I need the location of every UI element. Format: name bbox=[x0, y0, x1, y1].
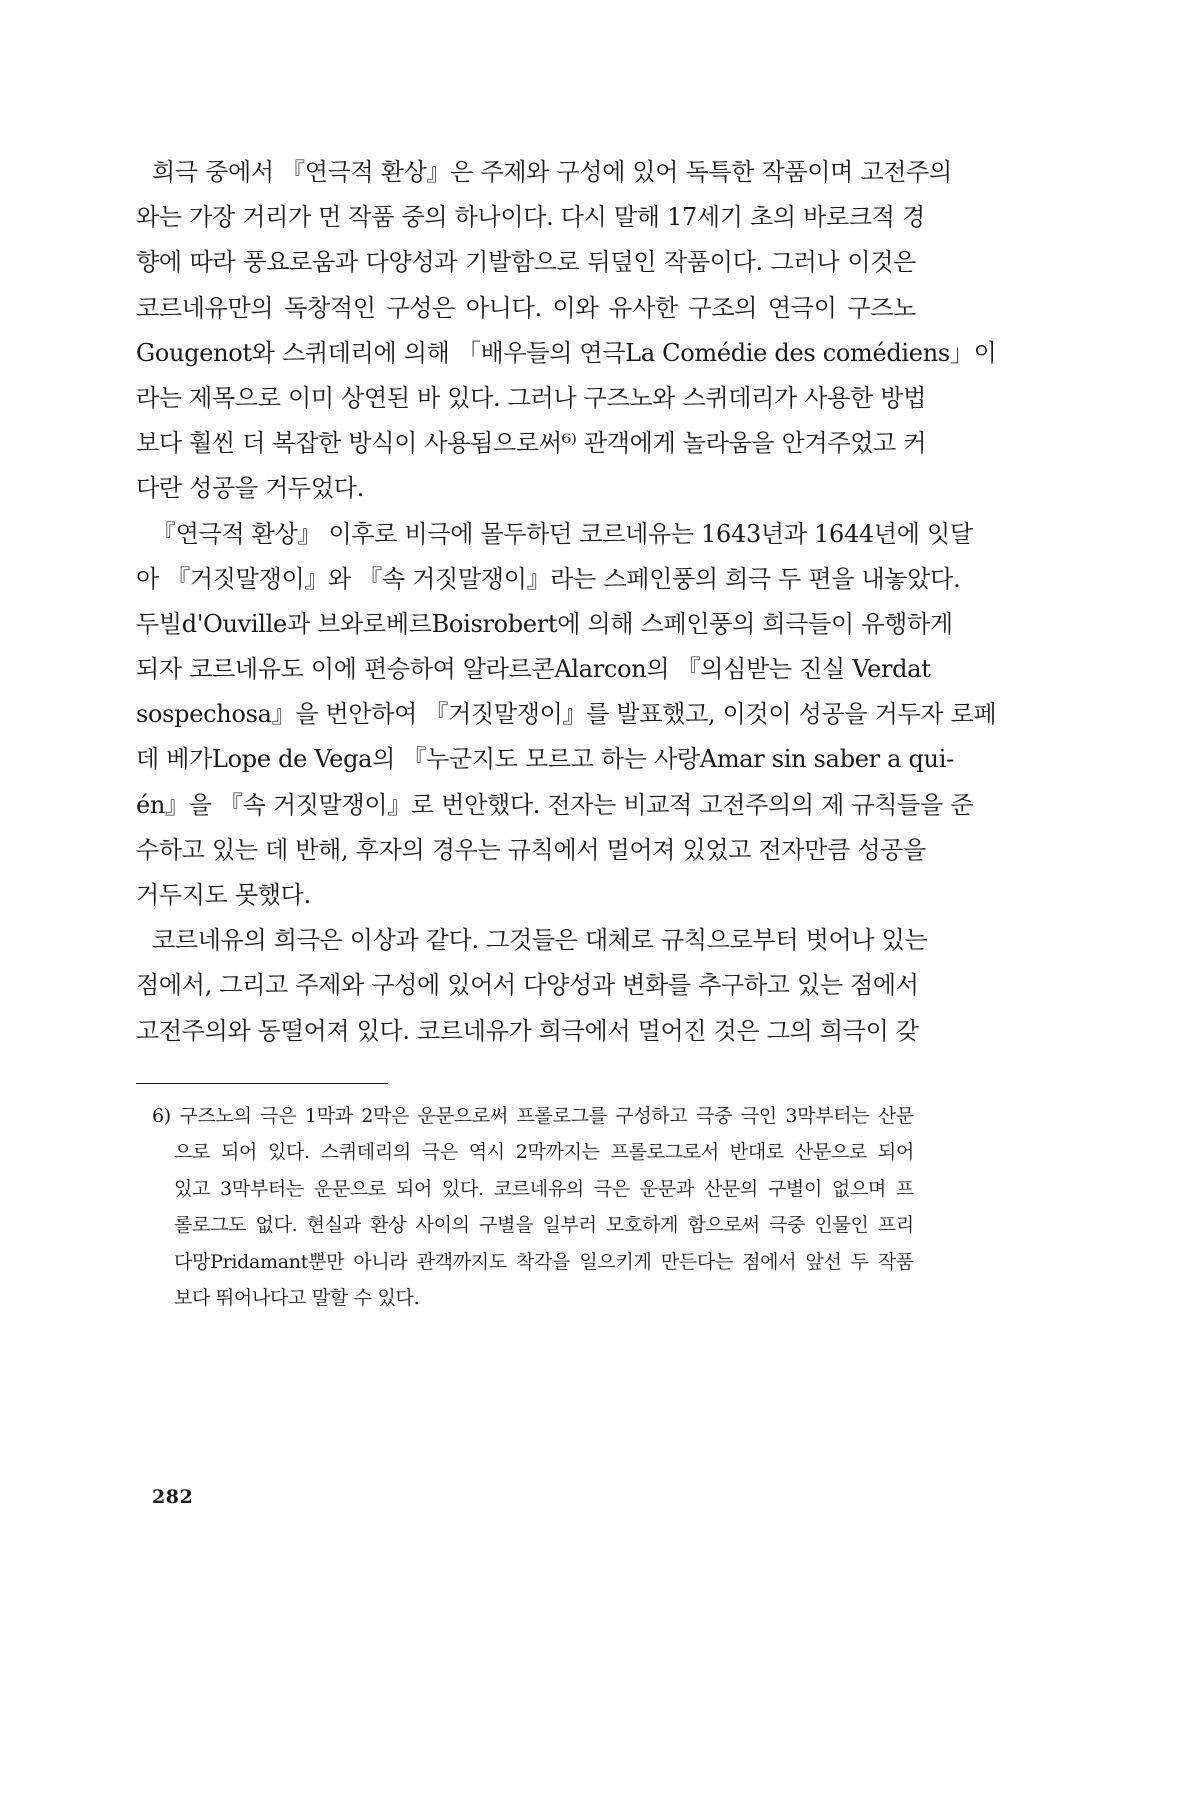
footnote-line: 있고 3막부터는 운문으로 되어 있다. 코르네유의 극은 운문과 산문의 구별이 없으며 프 bbox=[174, 1177, 914, 1200]
footnote-line: 롤로그도 없다. 현실과 환상 사이의 구별을 일부러 모호하게 함으로써 극중 인물인 프리 bbox=[174, 1214, 914, 1237]
footnote bbox=[152, 1098, 914, 1316]
text-line: Gougenot와 스퀴데리에 의해 「배우들의 연극La Comédie des comédiens」이 bbox=[136, 338, 997, 367]
text-line: 희극 중에서 『연극적 환상』은 주제와 구성에 있어 독특한 작품이며 고전주의 bbox=[152, 158, 952, 186]
text-line: 거두지도 못했다. bbox=[136, 881, 311, 909]
text-line: 와는 가장 거리가 먼 작품 중의 하나이다. 다시 말해 17세기 초의 바로크적 경 bbox=[136, 203, 925, 232]
page-number: 282 bbox=[152, 1486, 194, 1508]
text-line: 두빌d'Ouville과 브와로베르Boisrobert에 의해 스페인풍의 희극들이 유행하게 bbox=[136, 609, 953, 638]
text-line: 향에 따라 풍요로움과 다양성과 기발함으로 뒤덮인 작품이다. 그러나 이것은 bbox=[136, 248, 916, 277]
text-line: 점에서, 그리고 주제와 구성에 있어서 다양성과 변화를 추구하고 있는 점에서 bbox=[136, 971, 919, 1000]
text-line: 코르네유의 희극은 이상과 같다. 그것들은 대체로 규칙으로부터 벗어나 있는 bbox=[152, 926, 928, 955]
footnote-line: 6) 구즈노의 극은 1막과 2막은 운문으로써 프롤로그를 구성하고 극중 극인 3막부터는 산문 bbox=[152, 1105, 914, 1127]
footnote-line: 보다 뛰어나다고 말할 수 있다. bbox=[174, 1286, 420, 1309]
footnote-divider bbox=[136, 1083, 388, 1084]
text-line: 고전주의와 동떨어져 있다. 코르네유가 희극에서 멀어진 것은 그의 희극이 갖 bbox=[136, 1016, 919, 1045]
text-line: 라는 제목으로 이미 상연된 바 있다. 그러나 구즈노와 스퀴데리가 사용한 방법 bbox=[136, 383, 927, 412]
footnote-line: 다망Pridamant뿐만 아니라 관객까지도 착각을 일으키게 만든다는 점에서 앞선 두 작품 bbox=[174, 1250, 914, 1273]
text-line: 다란 성공을 거두었다. bbox=[136, 474, 364, 503]
text-line: sospechosa』을 번안하여 『거짓말쟁이』를 발표했고, 이것이 성공을 거두자 로페 bbox=[136, 700, 997, 729]
main-text bbox=[136, 150, 997, 1054]
text-line: 데 베가Lope de Vega의 『누군지도 모르고 하는 사랑Amar sin saber a qui- bbox=[136, 745, 954, 774]
text-line: 『연극적 환상』 이후로 비극에 몰두하던 코르네유는 1643년과 1644년에 잇달 bbox=[152, 519, 973, 548]
text-line: 보다 훨씬 더 복잡한 방식이 사용됨으로써⁶⁾ 관객에게 놀라움을 안겨주었고 커 bbox=[136, 429, 927, 458]
footnote-line: 으로 되어 있다. 스퀴데리의 극은 역시 2막까지는 프롤로그로서 반대로 산문으로 되어 bbox=[174, 1141, 914, 1164]
text-line: 코르네유만의 독창적인 구성은 아니다. 이와 유사한 구조의 연극이 구즈노 bbox=[136, 293, 916, 322]
text-line: 수하고 있는 데 반해, 후자의 경우는 규칙에서 멀어져 있었고 전자만큼 성공을 bbox=[136, 835, 927, 864]
text-line: 되자 코르네유도 이에 편승하여 알라르콘Alarcon의 『의심받는 진실 Verdat bbox=[136, 655, 931, 684]
text-line: 아 『거짓말쟁이』와 『속 거짓말쟁이』라는 스페인풍의 희극 두 편을 내놓았다. bbox=[136, 564, 961, 593]
text-line: én』을 『속 거짓말쟁이』로 번안했다. 전자는 비교적 고전주의의 제 규칙들을 준 bbox=[136, 790, 974, 819]
